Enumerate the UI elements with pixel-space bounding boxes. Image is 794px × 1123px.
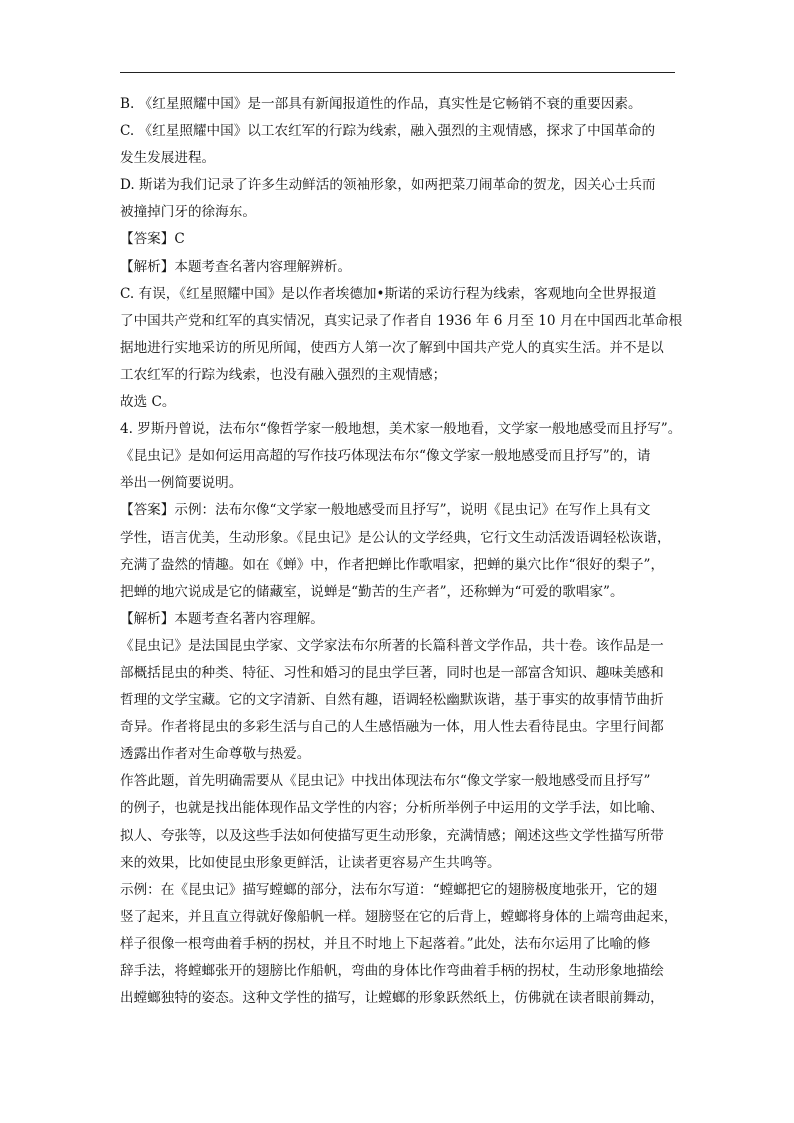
- text-line: 示例：在《昆虫记》描写螳螂的部分，法布尔写道：“螳螂把它的翅膀极度地张开，它的翅: [120, 881, 658, 898]
- text-line: C. 有误，《红星照耀中国》是以作者埃德加•斯诺的采访行程为线索，客观地向全世界报道: [120, 285, 657, 302]
- answer-label: 【答案】C: [120, 231, 185, 248]
- answer-label: 【答案】示例：法布尔像“文学家一般地感受而且抒写”，说明《昆虫记》在写作上具有文: [120, 502, 651, 519]
- text-line: 了中国共产党和红军的真实情况，真实记录了作者自 1936 年 6 月至 10 月在中国西北革命根: [120, 312, 683, 329]
- question-text: 举出一例简要说明。: [120, 475, 243, 492]
- text-line: 透露出作者对生命尊敬与热爱。: [120, 746, 311, 763]
- text-line: 把蝉的地穴说成是它的储藏室，说蝉是“勤苦的生产者”，还称蝉为“可爱的歌唱家”。: [120, 583, 624, 600]
- text-line: 拟人、夸张等，以及这些手法如何使描写更生动形象，充满情感；阐述这些文学性描写所带: [120, 827, 664, 844]
- question-text: 4. 罗斯丹曾说，法布尔“像哲学家一般地想，美术家一般地看，文学家一般地感受而且抒写”。: [120, 421, 682, 438]
- analysis-label: 【解析】本题考查名著内容理解。: [120, 610, 324, 627]
- text-line: 作答此题，首先明确需要从《昆虫记》中找出体现法布尔“像文学家一般地感受而且抒写”: [120, 773, 651, 790]
- text-line: 充满了盎然的情趣。如在《蝉》中，作者把蝉比作歌唱家，把蝉的巢穴比作“很好的梨子”，: [120, 556, 665, 573]
- text-line: D. 斯诺为我们记录了许多生动鲜活的领袖形象，如两把菜刀闹革命的贺龙，因关心士兵而: [120, 177, 656, 194]
- text-line: C. 《红星照耀中国》以工农红军的行踪为线索，融入强烈的主观情感，探求了中国革命的: [120, 123, 656, 140]
- text-line: 的例子，也就是找出能体现作品文学性的内容；分析所举例子中运用的文学手法，如比喻、: [120, 800, 664, 817]
- text-line: 故选 C。: [120, 394, 176, 411]
- text-line: 辞手法，将螳螂张开的翅膀比作船帆，弯曲的身体比作弯曲着手柄的拐杖，生动形象地描绘: [120, 963, 664, 979]
- text-line: 学性，语言优美，生动形象。《昆虫记》是公认的文学经典，它行文生动活泼语调轻松诙谐，: [120, 529, 671, 546]
- text-line: 部概括昆虫的种类、特征、习性和婚习的昆虫学巨著，同时也是一部富含知识、趣味美感和: [120, 664, 664, 681]
- text-line: 《昆虫记》是法国昆虫学家、文学家法布尔所著的长篇科普文学作品，共十卷。该作品是一: [120, 637, 664, 654]
- text-line: B. 《红星照耀中国》是一部具有新闻报道性的作品，真实性是它畅销不衰的重要因素。: [120, 96, 642, 112]
- text-line: 哲理的文学宝藏。它的文字清新、自然有趣，语调轻松幽默诙谐，基于事实的故事情节曲折: [120, 692, 664, 709]
- text-line: 出螳螂独特的姿态。这种文学性的描写，让螳螂的形象跃然纸上，仿佛就在读者眼前舞动，: [120, 990, 664, 1007]
- text-line: 竖了起来，并且直立得就好像船帆一样。翅膀竖在它的后背上，螳螂将身体的上端弯曲起来，: [120, 908, 678, 925]
- text-line: 样子很像一根弯曲着手柄的拐杖，并且不时地上下起落着。”此处，法布尔运用了比喻的修: [120, 935, 651, 952]
- header-rule: [120, 72, 675, 73]
- analysis-label: 【解析】本题考查名著内容理解辨析。: [120, 258, 352, 275]
- text-line: 被撞掉门牙的徐海东。: [120, 204, 256, 221]
- document-body: [120, 91, 683, 1012]
- text-line: 来的效果，比如使昆虫形象更鲜活，让读者更容易产生共鸣等。: [120, 854, 501, 871]
- text-line: 据地进行实地采访的所见所闻，使西方人第一次了解到中国共产党人的真实生活。并不是以: [120, 339, 664, 356]
- question-text: 《昆虫记》是如何运用高超的写作技巧体现法布尔“像文学家一般地感受而且抒写”的，请: [120, 448, 651, 465]
- text-line: 工农红军的行踪为线索，也没有融入强烈的主观情感；: [120, 366, 447, 383]
- text-line: 奇异。作者将昆虫的多彩生活与自己的人生感悟融为一体，用人性去看待昆虫。字里行间都: [120, 719, 664, 736]
- text-line: 发生发展进程。: [120, 150, 216, 167]
